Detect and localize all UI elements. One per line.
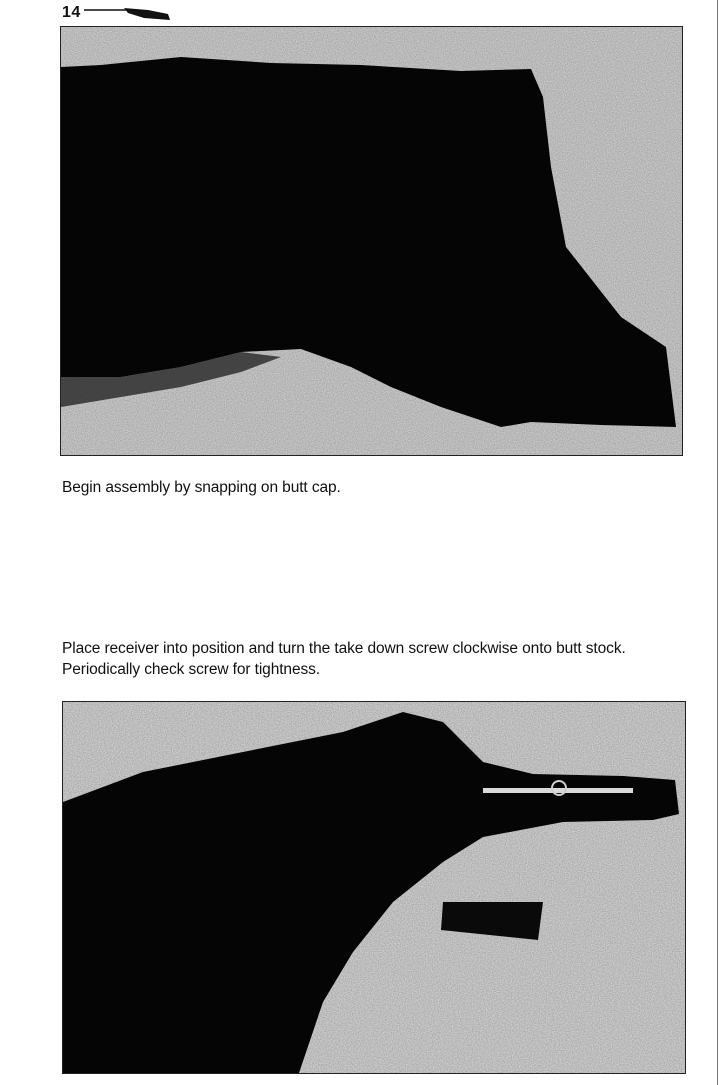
receiver-assembly-photo [62,701,686,1074]
butt-stock-photo [60,26,683,456]
page-number: 14 [62,4,81,21]
caption-receiver: Place receiver into position and turn the take down screw clockwise onto butt stock. Periodically check screw for tightness. [62,640,626,678]
caption-butt-cap: Begin assembly by snapping on butt cap. [62,479,341,496]
scan-margin-line [717,0,718,1085]
header-rule-rifle-icon [84,6,174,26]
